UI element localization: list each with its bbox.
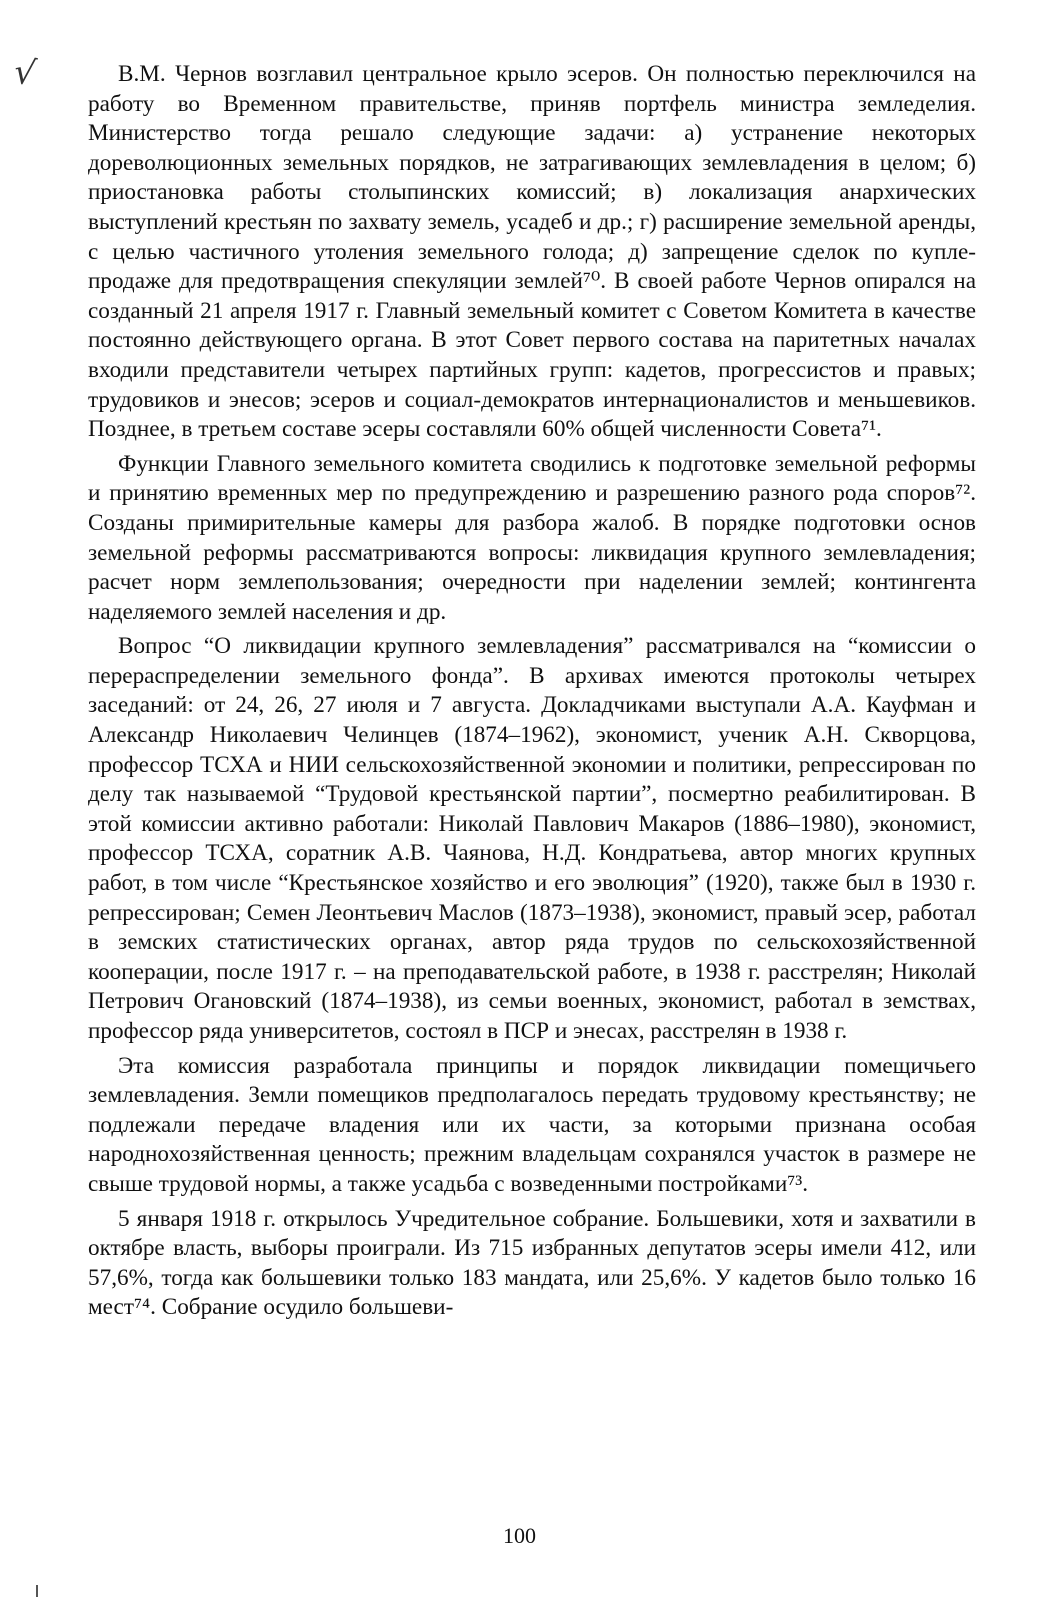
- paragraph-chernov-ministry: В.М. Чернов возглавил центральное крыло эсеров. Он полностью переключился на работу во Временном правительстве, приняв портфель министра земледелия. Министерство тогда решало следующие задачи: а) устранение некоторых дореволюционных земельных порядков, не затрагивающих землевладения в целом; б) приостановка работы столыпинских комиссий; в) локализация анархических выступлений крестьян по захвату земель, усадеб и др.; г) расширение земельной аренды, с целью частичного утоления земельного голода; д) запрещение сделок по купле-продаже для предотвращения спекуляции землей⁷⁰. В своей работе Чернов опирался на созданный 21 апреля 1917 г. Главный земельный комитет с Советом Комитета в качестве постоянно действующего органа. В этот Совет первого состава на паритетных началах входили представители четырех партийных групп: кадетов, прогрессистов и правых; трудовиков и энесов; эсеров и социал-демократов интернационалистов и меньшевиков. Позднее, в третьем составе эсеры составляли 60% общей численности Совета⁷¹.: [88, 61, 976, 443]
- paragraph-constituent-assembly: 5 января 1918 г. открылось Учредительное собрание. Большевики, хотя и захватили в октябре власть, выборы проиграли. Из 715 избранных депутатов эсеры имели 412, или 57,6%, тогда как большевики только 183 мандата, или 25,6%. У кадетов было только 16 мест⁷⁴. Собрание осудило большеви-: [88, 1205, 976, 1321]
- paragraph-liquidation-question: Вопрос “О ликвидации крупного землевладения” рассматривался на “комиссии о перераспределении земельного фонда”. В архивах имеются протоколы четырех заседаний: от 24, 26, 27 июля и 7 августа. Докладчиками выступали А.А. Кауфман и Александр Николаевич Челинцев (1874–1962), экономист, ученик А.Н. Скворцова, профессор ТСХА и НИИ сельскохозяйственной экономии и политики, репрессирован по делу так называемой “Трудовой крестьянской партии”, посмертно реабилитирован. В этой комиссии активно работали: Николай Павлович Макаров (1886–1980), экономист, профессор ТСХА, соратник А.В. Чаянова, Н.Д. Кондратьева, автор многих крупных работ, в том числе “Крестьянское хозяйство и его эволюция” (1920), также был в 1930 г. репрессирован; Семен Леонтьевич Маслов (1873–1938), экономист, правый эсер, работал в земских статистических органах, автор ряда трудов по сельскохозяйственной кооперации, после 1917 г. – на преподавательской работе, в 1938 г. расстрелян; Николай Петрович Огановский (1874–1938), из семьи военных, экономист, работал в земствах, профессор ряда университетов, состоял в ПСР и энесах, расстрелян в 1938 г.: [88, 633, 976, 1044]
- scan-artifact-mark: [36, 1585, 38, 1597]
- paragraph-commission-principles: Эта комиссия разработала принципы и порядок ликвидации помещичьего землевладения. Земли помещиков предполагалось передать трудовому крестьянству; не подлежали передаче владения или их части, за которыми признана особая народнохозяйственная ценность; прежним владельцам сохранялся участок в размере не свыше трудовой нормы, а также усадьба с возведенными постройками⁷³.: [88, 1052, 976, 1197]
- paragraph-committee-functions: Функции Главного земельного комитета сводились к подготовке земельной реформы и принятию временных мер по предупреждению и разрешению разного рода споров⁷². Созданы примирительные камеры для разбора жалоб. В порядке подготовки основ земельной реформы рассматриваются вопросы: ликвидация крупного землевладения; расчет норм землепользования; очередности при наделении землей; контингента наделяемого землей населения и др.: [88, 450, 976, 625]
- page-body: [88, 60, 976, 1540]
- handwritten-check-mark: √: [11, 51, 39, 95]
- page-number: 100: [503, 1523, 536, 1548]
